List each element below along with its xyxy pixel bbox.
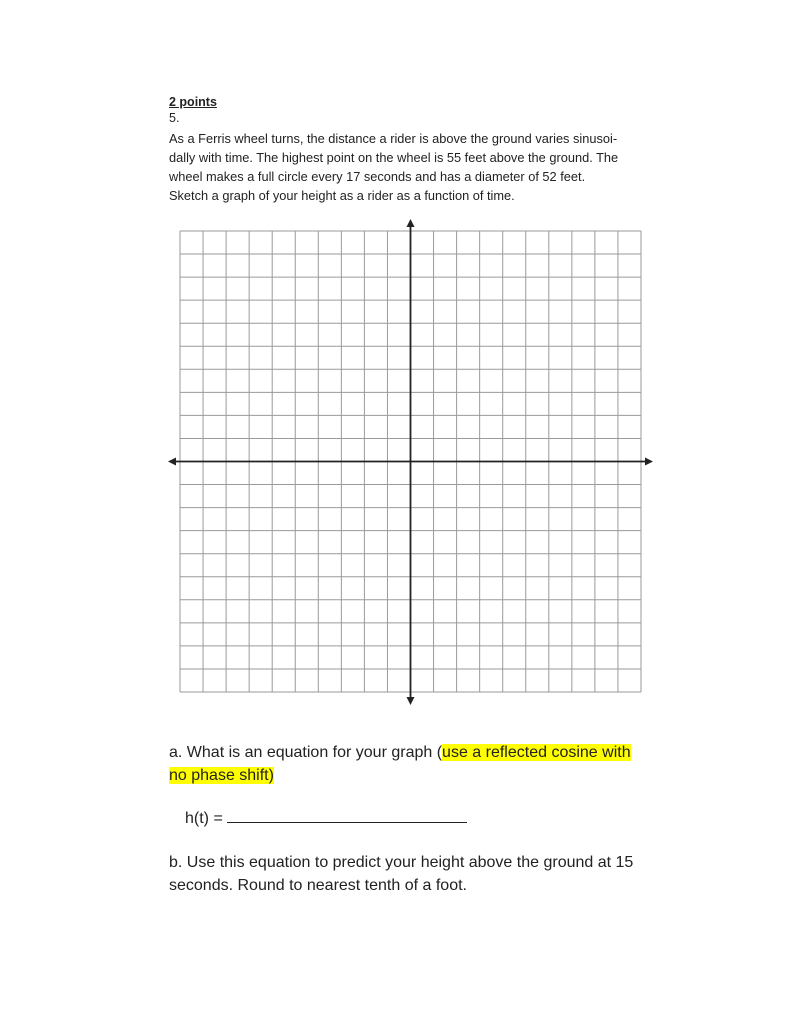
answer-row bbox=[185, 808, 467, 828]
prompt-line: As a Ferris wheel turns, the distance a rider is above the ground varies sinusoi- bbox=[169, 131, 618, 146]
answer-label: h(t) = bbox=[185, 810, 223, 827]
part-a-line-2 bbox=[169, 764, 631, 787]
answer-blank[interactable] bbox=[227, 808, 467, 823]
prompt-line: dally with time. The highest point on the wheel is 55 feet above the ground. The bbox=[169, 150, 619, 165]
part-b-line-1: b. Use this equation to predict your height above the ground at 15 bbox=[169, 854, 634, 871]
x-axis-arrow-left bbox=[168, 458, 176, 466]
y-axis-arrow-up bbox=[407, 219, 415, 227]
part-a-prefix: a. What is an equation for your graph ( bbox=[169, 744, 443, 761]
part-a-line-1 bbox=[169, 741, 631, 764]
prompt-line: Sketch a graph of your height as a rider as a function of time. bbox=[169, 188, 515, 203]
part-b-line-2: seconds. Round to nearest tenth of a foot. bbox=[169, 877, 467, 894]
part-a-highlight-1: use a reflected cosine with bbox=[442, 744, 631, 761]
question-number: 5. bbox=[169, 111, 180, 125]
prompt-line: wheel makes a full circle every 17 seconds and has a diameter of 52 feet. bbox=[169, 169, 586, 184]
points-label: 2 points bbox=[169, 95, 217, 109]
part-a-question bbox=[169, 741, 631, 787]
part-a-highlight-2: no phase shift) bbox=[169, 767, 274, 784]
y-axis-arrow-down bbox=[407, 697, 415, 705]
part-b-question bbox=[169, 851, 633, 897]
x-axis-arrow-right bbox=[645, 458, 653, 466]
